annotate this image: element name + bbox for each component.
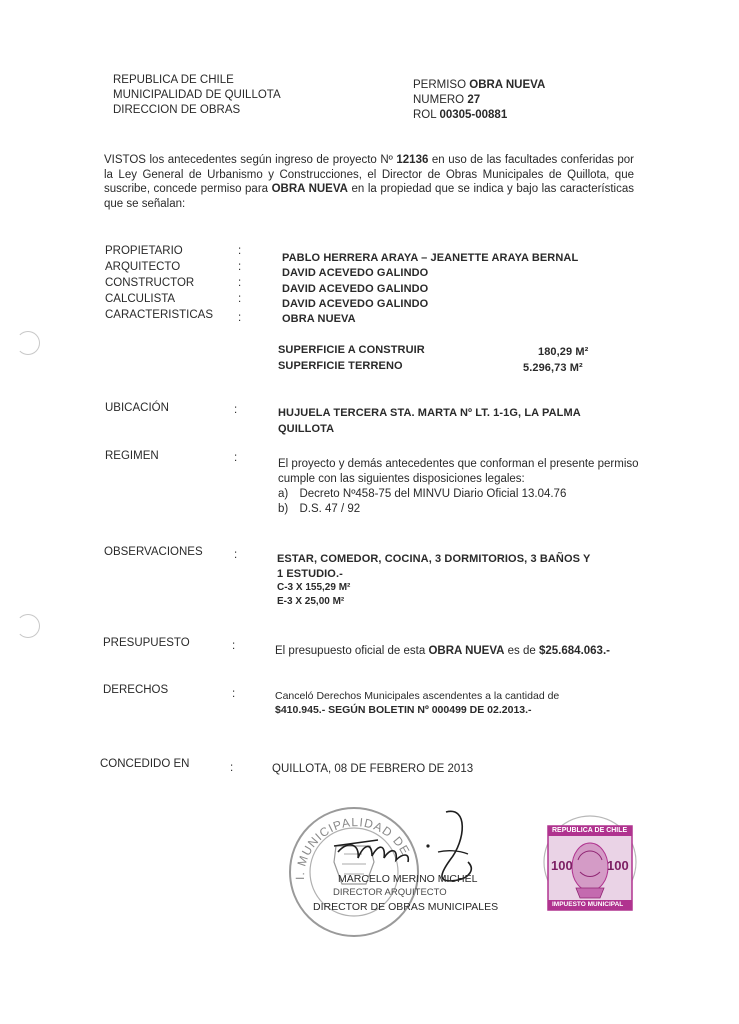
derechos-label: DERECHOS	[103, 684, 169, 696]
presupuesto-label: PRESUPUESTO	[103, 637, 190, 649]
concedido-colon: :	[230, 762, 234, 774]
caracteristicas-value: OBRA NUEVA	[282, 313, 356, 325]
derechos-line1: Canceló Derechos Municipales ascendentes a la cantidad de	[275, 690, 560, 702]
permit-number-line	[413, 93, 480, 107]
propietario-value: PABLO HERRERA ARAYA – JEANETTE ARAYA BERNAL	[282, 252, 579, 264]
presupuesto-text-2: es de	[504, 645, 539, 657]
calculista-value: DAVID ACEVEDO GALINDO	[282, 298, 429, 310]
signatory-role-1: DIRECTOR ARQUITECTO	[333, 887, 447, 898]
regimen-item-a-letter: a)	[278, 488, 289, 500]
regimen-item-b-text: D.S. 47 / 92	[299, 503, 361, 515]
presupuesto-text	[275, 644, 610, 658]
tax-stamp-value-right: 100	[607, 858, 629, 873]
tax-stamp-value-left: 100	[551, 858, 573, 873]
permit-number-label: NUMERO	[413, 94, 465, 106]
header-municipality: MUNICIPALIDAD DE QUILLOTA	[113, 89, 281, 101]
superficie-terreno-label: SUPERFICIE TERRENO	[278, 360, 403, 372]
calculista-colon: :	[238, 293, 242, 305]
seal-arc-text: I. MUNICIPALIDAD DE	[292, 815, 413, 881]
permit-number-value: 27	[467, 94, 481, 106]
presupuesto-text-1: El presupuesto oficial de esta	[275, 645, 429, 657]
vistos-obra: OBRA NUEVA	[271, 183, 348, 195]
concedido-label: CONCEDIDO EN	[100, 758, 190, 770]
observaciones-line2: 1 ESTUDIO.-	[277, 568, 343, 580]
regimen-item-a	[278, 487, 566, 501]
concedido-value: QUILLOTA, 08 DE FEBRERO DE 2013	[272, 763, 474, 775]
regimen-item-b	[278, 502, 360, 516]
tax-stamp-top-text: REPUBLICA DE CHILE	[552, 827, 628, 834]
arquitecto-colon: :	[238, 261, 242, 273]
ubicacion-colon: :	[234, 404, 238, 416]
regimen-item-a-text: Decreto Nº458-75 del MINVU Diario Oficial 13.04.76	[299, 488, 567, 500]
permit-rol-label: ROL	[413, 109, 437, 121]
punch-hole-bottom	[16, 614, 40, 638]
vistos-paragraph	[104, 153, 634, 211]
signatory-name: MARCELO MERINO MICHEL	[338, 873, 478, 885]
permit-rol-value: 00305-00881	[439, 109, 508, 121]
header-department: DIRECCION DE OBRAS	[113, 104, 241, 116]
ubicacion-label: UBICACIÓN	[105, 402, 169, 414]
vistos-text-3: en la propiedad que se indica y bajo las características que se señalan:	[104, 183, 635, 210]
observaciones-label: OBSERVACIONES	[104, 546, 203, 558]
permit-type-value: OBRA NUEVA	[469, 79, 546, 91]
presupuesto-amount: $25.684.063.-	[539, 645, 610, 657]
vistos-text-1: VISTOS los antecedentes según ingreso de proyecto Nº	[104, 154, 397, 166]
observaciones-line4: E-3 X 25,00 M²	[277, 596, 345, 607]
municipal-tax-stamp	[540, 812, 640, 918]
propietario-label: PROPIETARIO	[105, 245, 183, 257]
regimen-line2: cumple con las siguientes disposiciones legales:	[278, 473, 525, 485]
presupuesto-obra: OBRA NUEVA	[428, 645, 505, 657]
regimen-item-b-letter: b)	[278, 503, 289, 515]
propietario-colon: :	[238, 245, 242, 257]
constructor-value: DAVID ACEVEDO GALINDO	[282, 283, 429, 295]
arquitecto-value: DAVID ACEVEDO GALINDO	[282, 267, 429, 279]
caracteristicas-colon: :	[238, 312, 242, 324]
ubicacion-line2: QUILLOTA	[278, 423, 335, 435]
regimen-colon: :	[234, 452, 238, 464]
derechos-line2: $410.945.- SEGÚN BOLETIN Nº 000499 DE 02.2013.-	[275, 704, 532, 716]
observaciones-line1: ESTAR, COMEDOR, COCINA, 3 DORMITORIOS, 3 BAÑOS Y	[277, 553, 591, 565]
permit-rol-line	[413, 108, 507, 122]
presupuesto-colon: :	[232, 640, 236, 652]
superficie-construir-value: 180,29 M²	[538, 346, 589, 358]
vistos-text-2: en uso de las facultades conferidas por la Ley General de Urbanismo y Construcciones, el Director de Obras Municipales de Quillota, que suscribe, concede permiso para	[104, 154, 634, 195]
punch-hole-top	[16, 331, 40, 355]
signatory-role-2: DIRECTOR DE OBRAS MUNICIPALES	[313, 901, 499, 913]
permit-type-line	[413, 78, 545, 92]
caracteristicas-label: CARACTERISTICAS	[105, 309, 213, 321]
regimen-label: REGIMEN	[105, 450, 159, 462]
calculista-label: CALCULISTA	[105, 293, 176, 305]
constructor-label: CONSTRUCTOR	[105, 277, 195, 289]
constructor-colon: :	[238, 277, 242, 289]
vistos-project-number: 12136	[396, 154, 429, 166]
header-country: REPUBLICA DE CHILE	[113, 74, 234, 86]
observaciones-line3: C-3 X 155,29 M²	[277, 582, 351, 593]
arquitecto-label: ARQUITECTO	[105, 261, 181, 273]
tax-stamp-bottom-text: IMPUESTO MUNICIPAL	[552, 901, 624, 908]
observaciones-colon: :	[234, 549, 238, 561]
derechos-colon: :	[232, 688, 236, 700]
superficie-construir-label: SUPERFICIE A CONSTRUIR	[278, 344, 425, 356]
permit-type-label: PERMISO	[413, 79, 467, 91]
regimen-line1: El proyecto y demás antecedentes que conforman el presente permiso	[278, 458, 639, 470]
ubicacion-line1: HUJUELA TERCERA STA. MARTA Nº LT. 1-1G, LA PALMA	[278, 407, 581, 419]
superficie-terreno-value: 5.296,73 M²	[523, 362, 583, 374]
